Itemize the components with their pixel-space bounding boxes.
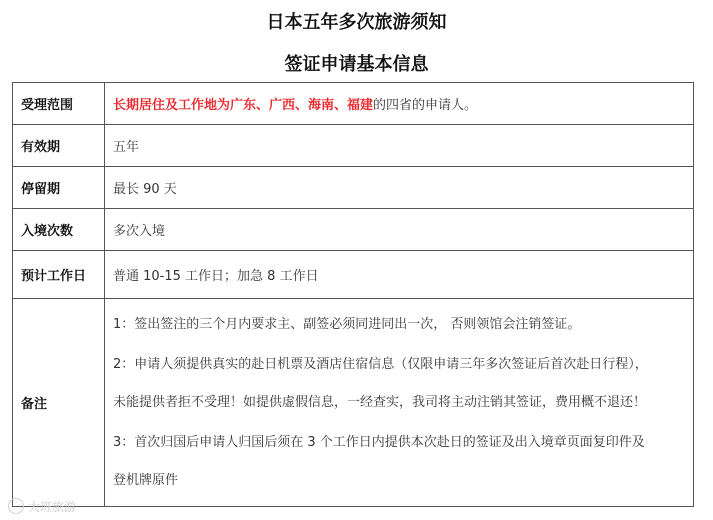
note-line-1: 1：签出签注的三个月内要求主、副签必须同进同出一次， 否则领馆会注销签证。 <box>113 316 581 332</box>
table-row-workdays <box>13 251 694 299</box>
note-line-2: 2：申请人须提供真实的赴日机票及酒店住宿信息（仅限申请三年多次签证后首次赴日行程）， <box>113 356 648 372</box>
row-value-workdays: 普通 10-15 工作日；加急 8 工作日 <box>105 251 694 299</box>
table-row-scope <box>13 83 694 125</box>
visa-info-table <box>12 82 694 507</box>
table-row-entries <box>13 209 694 251</box>
page-title: 日本五年多次旅游须知 <box>266 12 447 33</box>
note-line-4: 3：首次归国后申请人归国后须在 3 个工作日内提供本次赴日的签证及出入境章页面复印件及 <box>113 434 645 450</box>
row-label-workdays: 预计工作日 <box>13 251 105 299</box>
scope-highlight-text: 长期居住及工作地为广东、广西、海南、福建 <box>113 98 374 113</box>
watermark <box>8 498 76 515</box>
row-value-validity: 五年 <box>105 125 694 167</box>
watermark-logo-icon <box>8 498 24 514</box>
scope-rest-text: 的四省的申请人。 <box>373 98 478 113</box>
row-label-entries: 入境次数 <box>13 209 105 251</box>
watermark-text: 大班旅游 <box>28 500 77 514</box>
table-row-validity <box>13 125 694 167</box>
table-row-stay <box>13 167 694 209</box>
note-line-3: 未能提供者拒不受理！如提供虚假信息，一经查实，我司将主动注销其签证，费用概不退还！ <box>113 394 647 410</box>
table-row-notes <box>13 299 694 507</box>
row-label-notes: 备注 <box>13 299 105 507</box>
row-label-validity: 有效期 <box>13 125 105 167</box>
row-value-entries: 多次入境 <box>105 209 694 251</box>
row-value-notes <box>105 299 694 507</box>
note-line-5: 登机牌原件 <box>113 472 179 488</box>
row-value-stay: 最长 90 天 <box>105 167 694 209</box>
row-label-scope: 受理范围 <box>13 83 105 125</box>
page-subtitle: 签证申请基本信息 <box>284 54 429 75</box>
row-label-stay: 停留期 <box>13 167 105 209</box>
row-value-scope <box>105 83 694 125</box>
